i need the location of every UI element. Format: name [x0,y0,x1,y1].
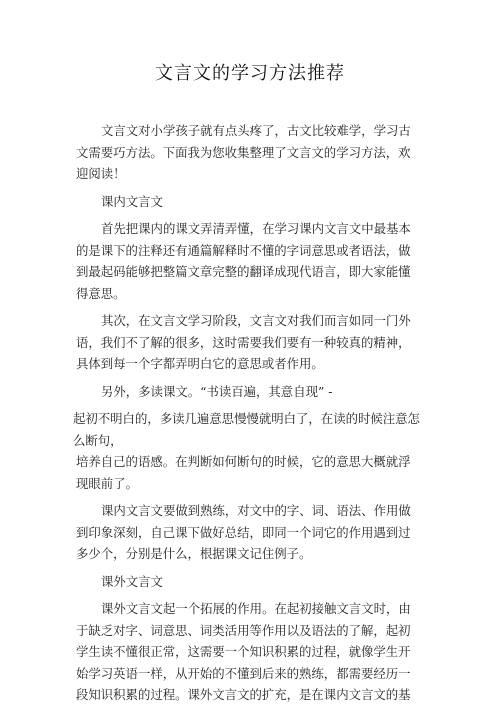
page-title: 文言文的学习方法推荐 [155,63,345,84]
section-heading-in-class: 课内文言文 [101,193,163,209]
paragraph-second: 其次，在文言文学习阶段，文言文对我们而言如同一门外语，我们不了解的很多，这时需要我们要有一种较真的精神，具体到每一个字都弄明白它的意思或者作用。 [76,313,411,371]
paragraph-language-sense: 培养自己的语感。在判断如何断句的时候，它的意思大概就浮现眼前了。 [76,454,411,491]
paragraph-intro: 文言文对小学孩子就有点头疼了，古文比较难学，学习古文需要巧方法。下面我为您收集整理了文言文的学习方法，欢迎阅读！ [76,123,411,181]
paragraph-read-more: 另外，多读课文。“书读百遍，其意自现” - [101,383,333,399]
paragraph-first: 首先把课内的课文弄清弄懂，在学习课内文言文中最基本的是课下的注释还有通篇解释时不懂的字词意思或者语法，做到最起码能够把整篇文章完整的翻译成现代语言，即大家能懂得意思。 [76,221,411,301]
section-heading-extracurricular: 课外文言文 [101,573,163,589]
paragraph-proficiency: 课内文言文要做到熟练，对文中的字、词、语法、作用做到印象深刻，自己课下做好总结，即同一个词它的作用遇到过多少个，分别是什么，根据课文记住例子。 [76,503,411,561]
paragraph-read-more-continued: 起初不明白的，多读几遍意思慢慢就明白了，在读的时候注意怎么断句， [73,411,420,448]
document-body [73,120,421,712]
paragraph-extracurricular: 课外文言文起一个拓展的作用。在起初接触文言文时，由于缺乏对字、词意思、词类活用等作用以及语法的了解，起初学生读不懂很正常，这需要一个知识积累的过程，就像学生开始学习英语一样，从开始的不懂到后来的熟练，都需要经历一段知识积累的过程。课外文言文的扩充，是在课内文言文的基 [76,601,411,702]
